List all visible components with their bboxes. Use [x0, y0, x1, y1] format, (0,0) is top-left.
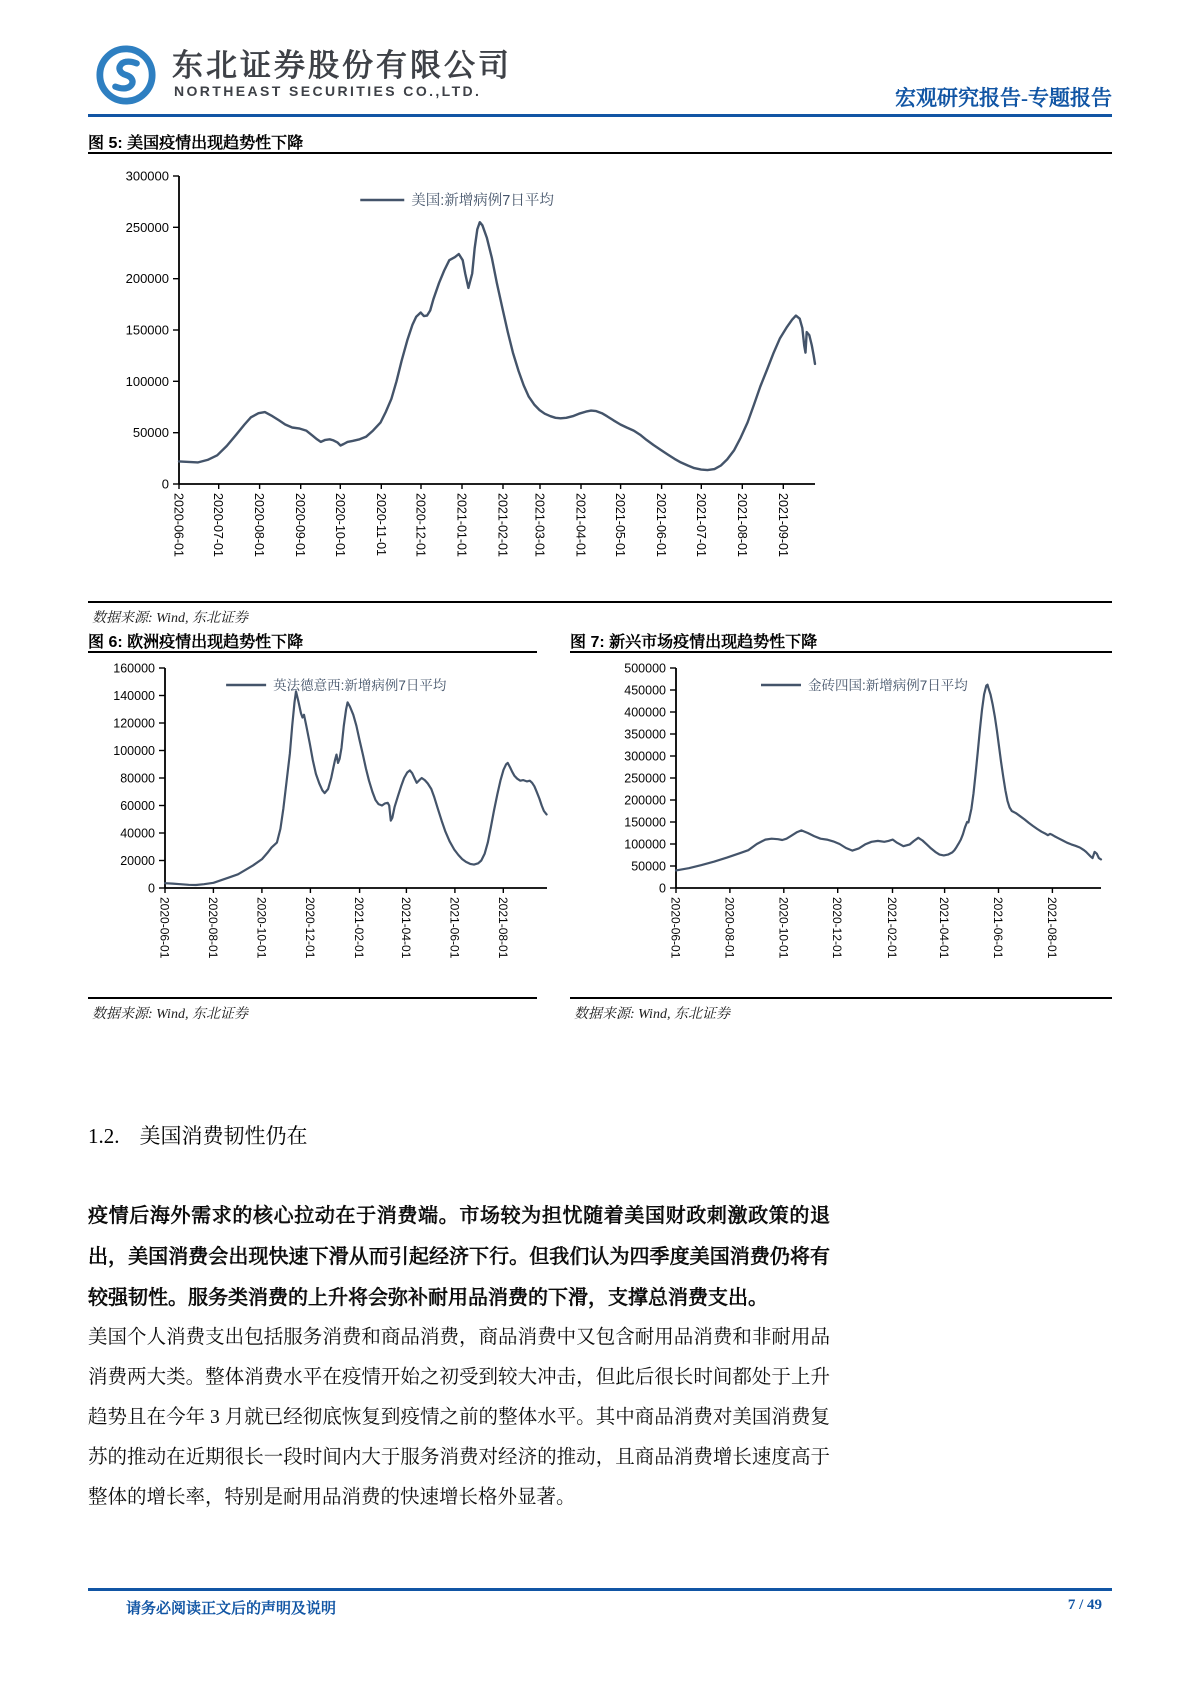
legend-label: 金砖四国:新增病例7日平均 [808, 678, 968, 693]
svg-text:2020-10-01: 2020-10-01 [776, 897, 791, 959]
svg-text:2020-09-01: 2020-09-01 [293, 493, 308, 557]
svg-text:2020-11-01: 2020-11-01 [373, 493, 388, 557]
section-heading [88, 1120, 308, 1150]
section-number: 1.2. [88, 1124, 120, 1148]
svg-text:80000: 80000 [120, 771, 155, 786]
svg-text:150000: 150000 [624, 815, 666, 830]
svg-text:0: 0 [148, 881, 155, 896]
company-logo-icon [95, 44, 157, 106]
svg-text:2020-06-01: 2020-06-01 [171, 493, 186, 557]
section-title: 美国消费韧性仍在 [139, 1124, 308, 1148]
svg-text:2020-10-01: 2020-10-01 [254, 897, 269, 959]
legend-label: 美国:新增病例7日平均 [411, 193, 554, 209]
svg-text:0: 0 [659, 881, 666, 896]
svg-text:2020-12-01: 2020-12-01 [830, 897, 845, 959]
line-chart-svg [95, 162, 825, 602]
svg-text:2021-04-01: 2021-04-01 [398, 897, 413, 959]
figure7-title: 图 7: 新兴市场疫情出现趋势性下降 [570, 634, 818, 651]
svg-text:2021-04-01: 2021-04-01 [573, 493, 588, 557]
svg-text:2021-02-01: 2021-02-01 [885, 897, 899, 959]
svg-text:60000: 60000 [120, 799, 155, 813]
svg-text:2021-07-01: 2021-07-01 [693, 493, 708, 557]
figure5-title-rule [88, 152, 1112, 154]
figure7-title-rule [570, 651, 1112, 653]
svg-text:2020-08-01: 2020-08-01 [205, 897, 220, 959]
svg-text:2021-06-01: 2021-06-01 [654, 493, 669, 557]
svg-text:160000: 160000 [113, 661, 155, 676]
svg-text:2020-06-01: 2020-06-01 [157, 897, 172, 959]
svg-text:2021-08-01: 2021-08-01 [495, 897, 510, 959]
legend-label: 英法德意西:新增病例7日平均 [273, 678, 447, 693]
header-divider [88, 114, 1112, 117]
figure7-bottom-rule [570, 997, 1112, 999]
footer-divider [88, 1588, 1112, 1591]
svg-text:100000: 100000 [125, 373, 169, 389]
svg-text:2021-06-01: 2021-06-01 [991, 897, 1005, 959]
svg-text:50000: 50000 [631, 859, 666, 874]
body-paragraph: 美国个人消费支出包括服务消费和商品消费，商品消费中又包含耐用品消费和非耐用品消费两大类。整体消费水平在疫情开始之初受到较大冲击，但此后很长时间都处于上升趋势且在今年 3 月就已经彻底恢复到疫情之前的整体水平。其中商品消费对美国消费复苏的推动在近期很长一段时间内大于服务消费对经济的推动，且商品消费增长速度高于整体的增长率，特别是耐用品消费的快速增长格外显著。 [88, 1326, 830, 1508]
figure5-source: 数据来源: Wind, 东北证券 [92, 611, 248, 626]
svg-text:2020-08-01: 2020-08-01 [722, 897, 737, 959]
svg-text:250000: 250000 [125, 219, 169, 235]
company-name-en: NORTHEAST SECURITIES CO.,LTD. [174, 83, 482, 99]
line-chart-svg [95, 660, 555, 990]
svg-text:2020-08-01: 2020-08-01 [252, 493, 267, 557]
figure7-chart [596, 660, 1111, 990]
footer [88, 1597, 1112, 1618]
svg-text:400000: 400000 [624, 705, 666, 720]
figure5-title: 图 5: 美国疫情出现趋势性下降 [88, 135, 304, 152]
svg-text:2021-08-01: 2021-08-01 [734, 493, 749, 557]
page-number: 7 / 49 [1067, 1597, 1102, 1613]
svg-text:40000: 40000 [120, 826, 155, 841]
figure6-source: 数据来源: Wind, 东北证券 [92, 1007, 248, 1022]
figure6-chart [95, 660, 555, 990]
svg-text:20000: 20000 [120, 854, 155, 868]
svg-text:2021-05-01: 2021-05-01 [613, 493, 628, 557]
figure5-bottom-rule [88, 601, 1112, 603]
svg-text:2021-03-01: 2021-03-01 [532, 493, 547, 557]
svg-text:2020-06-01: 2020-06-01 [668, 897, 683, 959]
svg-text:2020-10-01: 2020-10-01 [332, 493, 347, 557]
svg-text:200000: 200000 [125, 271, 169, 287]
company-name-cn: 东北证券股份有限公司 [172, 48, 512, 83]
svg-text:50000: 50000 [132, 425, 169, 441]
svg-text:2021-02-01: 2021-02-01 [495, 493, 510, 557]
svg-text:2021-04-01: 2021-04-01 [937, 897, 952, 959]
report-type-label: 宏观研究报告-专题报告 [895, 86, 1112, 110]
figure7-source: 数据来源: Wind, 东北证券 [574, 1007, 730, 1022]
svg-text:200000: 200000 [624, 793, 666, 808]
figure6-title-rule [88, 651, 537, 653]
svg-text:450000: 450000 [624, 683, 666, 698]
svg-text:2021-06-01: 2021-06-01 [447, 897, 462, 959]
svg-text:2021-08-01: 2021-08-01 [1044, 897, 1059, 959]
figure6-bottom-rule [88, 997, 537, 999]
figure5-chart [95, 162, 825, 602]
svg-text:500000: 500000 [624, 661, 666, 676]
svg-text:300000: 300000 [125, 168, 169, 184]
svg-text:2020-12-01: 2020-12-01 [413, 493, 428, 557]
svg-text:120000: 120000 [113, 716, 155, 731]
svg-text:2021-01-01: 2021-01-01 [454, 493, 469, 557]
svg-text:350000: 350000 [624, 727, 666, 742]
figure6-title: 图 6: 欧洲疫情出现趋势性下降 [88, 634, 304, 651]
svg-text:300000: 300000 [624, 749, 666, 764]
svg-text:250000: 250000 [624, 771, 666, 786]
svg-text:0: 0 [161, 476, 169, 492]
svg-text:2021-09-01: 2021-09-01 [775, 493, 790, 557]
svg-text:150000: 150000 [125, 322, 169, 338]
svg-text:140000: 140000 [113, 689, 155, 703]
svg-text:2020-07-01: 2020-07-01 [211, 493, 226, 557]
line-chart-svg [596, 660, 1111, 990]
svg-text:2020-12-01: 2020-12-01 [302, 897, 317, 959]
summary-paragraph: 疫情后海外需求的核心拉动在于消费端。市场较为担忧随着美国财政刺激政策的退出，美国消费会出现快速下滑从而引起经济下行。但我们认为四季度美国消费仍将有较强韧性。服务类消费的上升将会弥补耐用品消费的下滑，支撑总消费支出。 [88, 1205, 830, 1309]
footer-disclaimer: 请务必阅读正文后的声明及说明 [126, 1601, 337, 1617]
svg-text:100000: 100000 [113, 744, 155, 758]
svg-text:2021-02-01: 2021-02-01 [352, 897, 367, 959]
svg-text:100000: 100000 [624, 837, 666, 852]
